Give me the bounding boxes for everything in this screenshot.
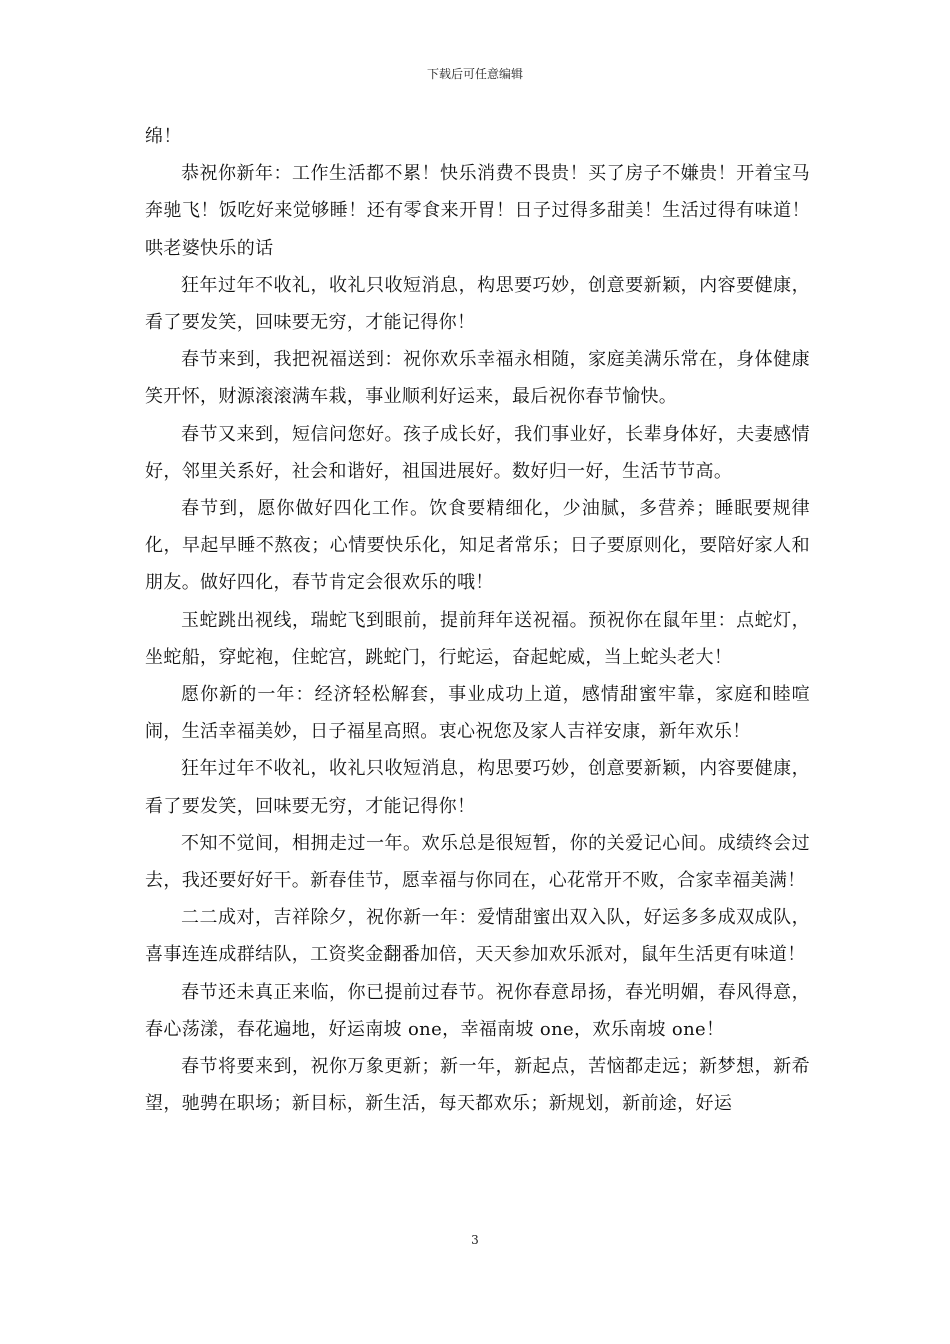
paragraph: 恭祝你新年：工作生活都不累！快乐消费不畏贵！买了房子不嫌贵！开着宝马奔驰飞！饭吃好来觉够睡！还有零食来开胃！日子过得多甜美！生活过得有味道！哄老婆快乐的话 bbox=[145, 163, 810, 259]
page-number: 3 bbox=[471, 1233, 479, 1247]
paragraph: 狂年过年不收礼，收礼只收短消息，构思要巧妙，创意要新颖，内容要健康，看了要发笑，回味要无穷，才能记得你！ bbox=[145, 758, 810, 817]
paragraph: 春节还未真正来临，你已提前过春节。祝你春意昂扬，春光明媚，春风得意，春心荡漾，春花遍地，好运南坡 one，幸福南坡 one，欢乐南坡 one！ bbox=[145, 981, 810, 1040]
paragraph: 玉蛇跳出视线，瑞蛇飞到眼前，提前拜年送祝福。预祝你在鼠年里：点蛇灯，坐蛇船，穿蛇袍，住蛇宫，跳蛇门，行蛇运，奋起蛇威，当上蛇头老大！ bbox=[145, 609, 810, 668]
paragraph: 狂年过年不收礼，收礼只收短消息，构思要巧妙，创意要新颖，内容要健康，看了要发笑，回味要无穷，才能记得你！ bbox=[145, 274, 810, 334]
paragraph: 春节到，愿你做好四化工作。饮食要精细化，少油腻，多营养；睡眠要规律化，早起早睡不熬夜；心情要快乐化，知足者常乐；日子要原则化，要陪好家人和朋友。做好四化，春节肯定会很欢乐的哦！ bbox=[145, 498, 810, 594]
paragraph: 春节又来到，短信问您好。孩子成长好，我们事业好，长辈身体好，夫妻感情好，邻里关系好，社会和谐好，祖国进展好。数好归一好，生活节节高。 bbox=[145, 423, 810, 482]
paragraph: 愿你新的一年：经济轻松解套，事业成功上道，感情甜蜜牢靠，家庭和睦喧闹，生活幸福美妙，日子福星高照。衷心祝您及家人吉祥安康，新年欢乐！ bbox=[145, 684, 810, 743]
paragraph: 不知不觉间，相拥走过一年。欢乐总是很短暂，你的关爱记心间。成绩终会过去，我还要好好干。新春佳节，愿幸福与你同在，心花常开不败，合家幸福美满！ bbox=[145, 832, 810, 892]
paragraph: 春节来到，我把祝福送到：祝你欢乐幸福永相随，家庭美满乐常在，身体健康笑开怀，财源滚滚满车栽，事业顺利好运来，最后祝你春节愉快。 bbox=[145, 349, 810, 408]
paragraph-continuation: 绵！ bbox=[145, 126, 182, 147]
paragraph: 二二成对，吉祥除夕，祝你新一年：爱情甜蜜出双入队，好运多多成双成队，喜事连连成群结队，工资奖金翻番加倍，天天参加欢乐派对，鼠年生活更有味道！ bbox=[145, 907, 810, 966]
document-body bbox=[145, 118, 810, 1122]
page-header: 下载后可任意编辑 bbox=[426, 67, 523, 81]
paragraph: 春节将要来到，祝你万象更新；新一年，新起点，苦恼都走远；新梦想，新希望，驰骋在职场；新目标，新生活，每天都欢乐；新规划，新前途，好运 bbox=[145, 1056, 810, 1115]
